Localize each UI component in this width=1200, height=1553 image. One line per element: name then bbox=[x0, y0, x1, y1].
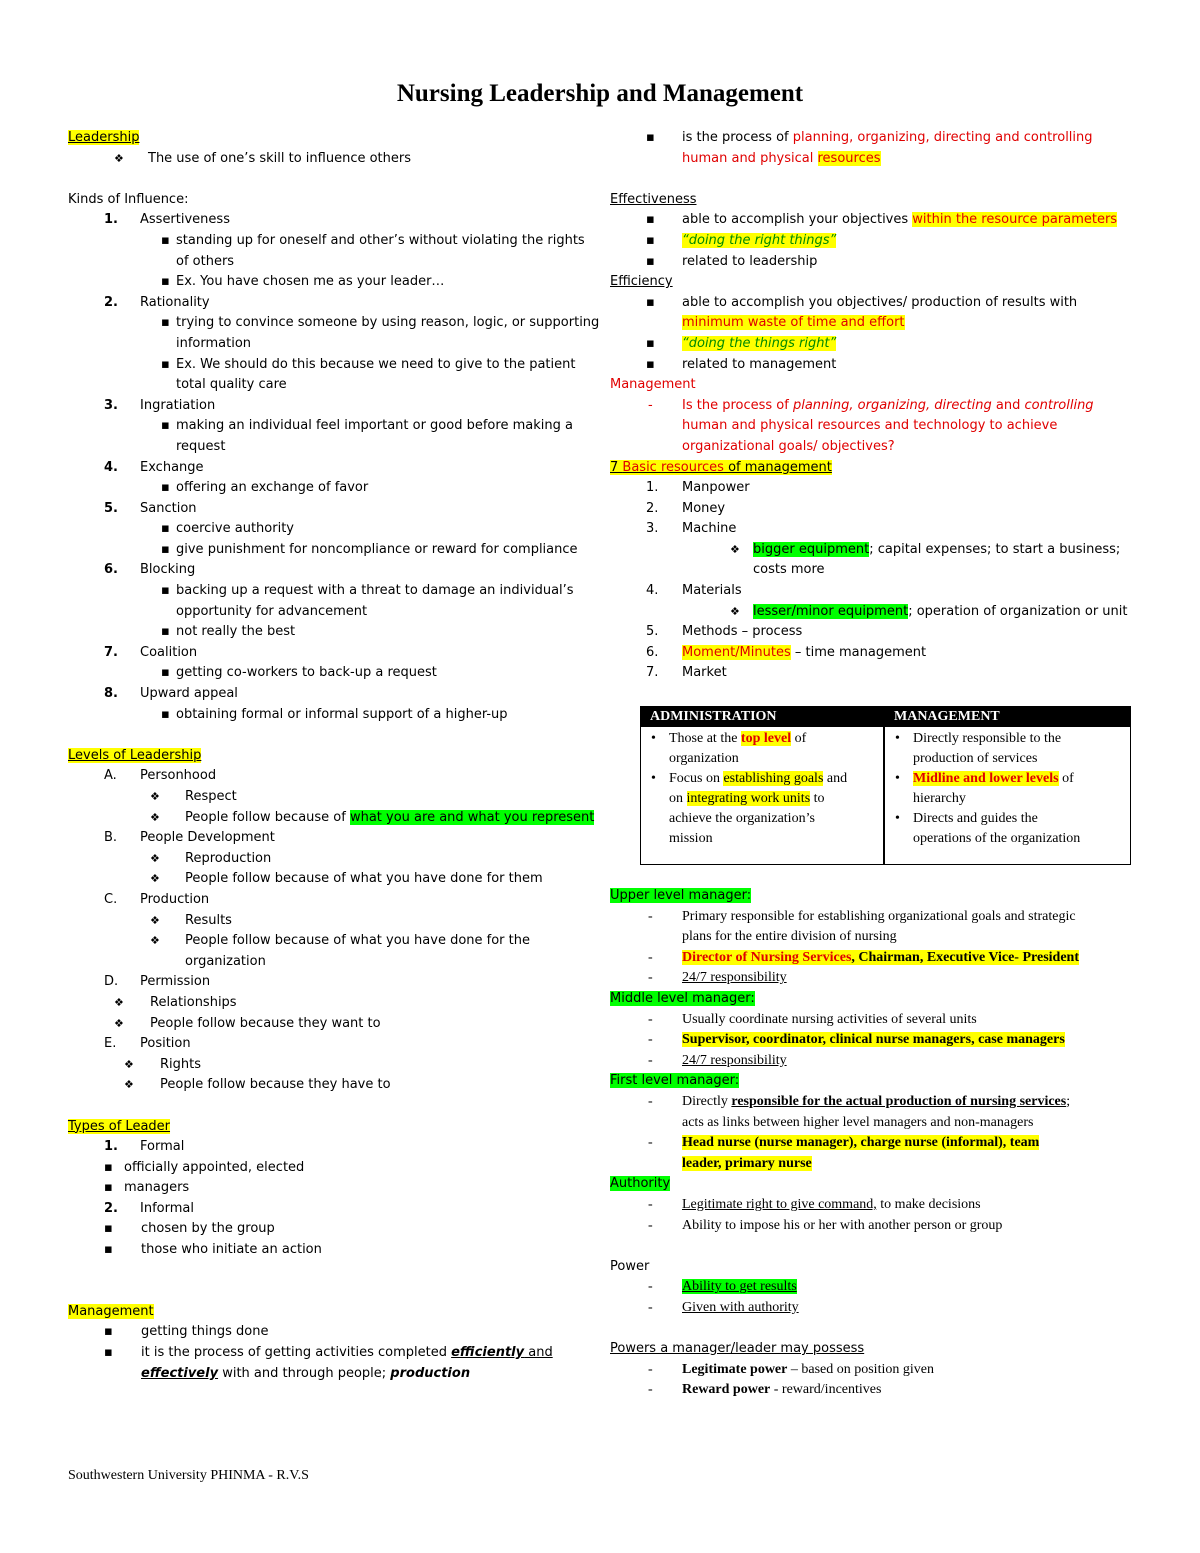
list-letter: A. bbox=[104, 768, 117, 784]
influence-kind bbox=[68, 643, 593, 664]
list-letter: B. bbox=[104, 830, 118, 846]
list-letter: C. bbox=[104, 891, 118, 907]
square-bullet-icon bbox=[646, 293, 655, 314]
level-name: Personhood bbox=[140, 768, 217, 784]
level-name: People Development bbox=[140, 830, 275, 846]
kinds-of-influence-list bbox=[68, 210, 600, 725]
emphasis-text: effectively bbox=[141, 1365, 219, 1381]
list-item: 24/7 responsibility bbox=[682, 1052, 787, 1068]
cell-text: organization bbox=[669, 751, 739, 766]
list-item-text: trying to convince someone by using reason, logic, or supporting bbox=[176, 315, 600, 331]
list-item-text: give punishment for noncompliance or reward for compliance bbox=[176, 541, 578, 557]
highlight-text: top level bbox=[740, 731, 792, 746]
level-name: Production bbox=[140, 891, 210, 907]
list-item: Directly bbox=[682, 1093, 732, 1109]
square-bullet-icon bbox=[161, 416, 170, 437]
diamond-bullet-icon bbox=[114, 993, 124, 1014]
list-number: 3. bbox=[646, 521, 659, 537]
list-item bbox=[68, 231, 593, 252]
dash-bullet: - bbox=[648, 397, 653, 413]
manager-levels-section bbox=[610, 886, 1135, 1401]
list-item bbox=[68, 375, 593, 396]
list-item-text: total quality care bbox=[176, 377, 287, 393]
list-item: plans for the entire division of nursing bbox=[682, 929, 897, 945]
square-bullet-icon bbox=[104, 1158, 113, 1179]
diamond-bullet-icon bbox=[150, 931, 160, 952]
square-bullet-icon bbox=[104, 1240, 113, 1261]
list-item: chosen by the group bbox=[141, 1221, 275, 1237]
emphasis-text: controlling bbox=[1024, 397, 1094, 413]
list-number: 7. bbox=[646, 665, 659, 681]
cell-text: Directly responsible to the bbox=[913, 731, 1062, 746]
highlight-text: resources bbox=[817, 150, 881, 166]
list-item: managers bbox=[124, 1180, 190, 1196]
diamond-bullet-icon bbox=[114, 149, 124, 170]
list-number: 2. bbox=[104, 294, 118, 310]
list-letter: E. bbox=[104, 1036, 117, 1052]
middle-level-heading: Middle level manager: bbox=[610, 990, 755, 1006]
square-bullet-icon bbox=[104, 1322, 113, 1343]
heading-part: Basic resources bbox=[622, 459, 724, 475]
list-item bbox=[68, 272, 593, 293]
highlight-text: Midline and lower levels bbox=[913, 771, 1059, 786]
diamond-bullet-icon bbox=[150, 808, 160, 829]
highlight-text: establishing goals bbox=[723, 771, 824, 786]
influence-kind bbox=[68, 396, 593, 417]
resources-heading bbox=[610, 460, 832, 475]
list-item bbox=[68, 313, 600, 334]
resource-item: Market bbox=[682, 665, 727, 681]
highlight-text: Moment/Minutes bbox=[682, 644, 791, 660]
square-bullet-icon bbox=[646, 334, 655, 355]
influence-kind bbox=[68, 458, 593, 479]
resource-item: Methods – process bbox=[682, 624, 803, 640]
list-item: Reproduction bbox=[185, 850, 272, 866]
square-bullet-icon bbox=[646, 210, 655, 231]
highlight-text: Head nurse (nurse manager), charge nurse (informal), team bbox=[682, 1135, 1040, 1151]
cell-text: achieve the organization’s bbox=[669, 811, 815, 826]
list-item-text: getting co-workers to back-up a request bbox=[176, 665, 437, 681]
list-item bbox=[68, 416, 593, 437]
square-bullet-icon bbox=[161, 540, 170, 561]
list-item-text: making an individual feel important or good before making a bbox=[176, 418, 573, 434]
list-item-text: opportunity for advancement bbox=[176, 603, 368, 619]
red-text: planning, organizing, directing and controlling bbox=[792, 130, 1093, 145]
cell-text: mission bbox=[669, 831, 713, 846]
highlight-text: , Chairman, Executive Vice- President bbox=[851, 949, 1079, 965]
list-item: is the process of bbox=[682, 130, 793, 145]
list-number: 1. bbox=[104, 1139, 118, 1155]
square-bullet-icon bbox=[161, 581, 170, 602]
list-item: officially appointed, elected bbox=[124, 1159, 305, 1175]
diamond-bullet-icon bbox=[114, 1014, 124, 1035]
emphasis-text: Reward power bbox=[682, 1382, 771, 1398]
list-item: human and physical resources and technology to achieve bbox=[682, 418, 1058, 434]
list-number: 6. bbox=[646, 644, 659, 660]
list-item-text: offering an exchange of favor bbox=[176, 480, 369, 496]
list-number: 2. bbox=[646, 500, 659, 516]
highlight-text: within the resource parameters bbox=[912, 212, 1118, 228]
leadership-definition: The use of one’s skill to influence others bbox=[148, 150, 411, 166]
cell-text: to bbox=[810, 791, 825, 806]
highlight-text: Ability to get results bbox=[682, 1279, 797, 1295]
list-item bbox=[68, 622, 593, 643]
list-number: 6. bbox=[104, 562, 118, 578]
dash-bullet bbox=[648, 907, 653, 928]
dash-bullet bbox=[648, 1051, 653, 1072]
dash-bullet bbox=[648, 1010, 653, 1031]
emphasis-text: efficiently bbox=[451, 1345, 525, 1361]
square-bullet-icon bbox=[646, 231, 655, 252]
heading-part: 7 bbox=[610, 459, 623, 475]
highlight-text: lesser/minor equipment bbox=[753, 603, 909, 619]
influence-name: Blocking bbox=[140, 562, 196, 578]
square-bullet-icon bbox=[161, 231, 170, 252]
highlight-text: integrating work units bbox=[686, 791, 811, 806]
leadership-heading: Leadership bbox=[68, 130, 140, 145]
management-cell bbox=[885, 729, 1130, 849]
list-item bbox=[68, 663, 593, 684]
list-item: Relationships bbox=[150, 994, 237, 1010]
diamond-bullet-icon bbox=[150, 849, 160, 870]
list-number: 7. bbox=[104, 644, 118, 660]
list-item: acts as links between higher level managers and non-managers bbox=[682, 1114, 1034, 1130]
influence-name: Assertiveness bbox=[140, 212, 230, 228]
list-item: it is the process of getting activities completed bbox=[141, 1345, 452, 1361]
list-item bbox=[68, 602, 593, 623]
list-item bbox=[68, 478, 593, 499]
list-item: - reward/incentives bbox=[770, 1382, 882, 1398]
list-item: able to accomplish your objectives bbox=[682, 212, 913, 228]
square-bullet-icon bbox=[646, 128, 655, 149]
left-column bbox=[68, 128, 600, 1384]
diamond-bullet-icon bbox=[730, 540, 740, 561]
list-number: 4. bbox=[104, 459, 118, 475]
list-number: 4. bbox=[646, 583, 659, 599]
resource-item: – time management bbox=[790, 644, 927, 660]
list-item: Is the process of bbox=[682, 397, 793, 413]
emphasis-text: Legitimate power bbox=[682, 1361, 788, 1377]
cell-text: hierarchy bbox=[913, 791, 966, 806]
list-item bbox=[68, 705, 593, 726]
list-item: People follow because they want to bbox=[150, 1015, 381, 1031]
upper-level-heading: Upper level manager: bbox=[610, 888, 752, 903]
dash-bullet bbox=[648, 1360, 653, 1381]
levels-heading: Levels of Leadership bbox=[68, 747, 202, 763]
list-item: People follow because they have to bbox=[160, 1077, 391, 1093]
list-item: and bbox=[524, 1345, 553, 1361]
cell-text: Focus on bbox=[669, 771, 724, 786]
management-heading: Management bbox=[610, 377, 696, 393]
list-item bbox=[68, 355, 593, 376]
cell-text: on bbox=[669, 791, 687, 806]
heading-part: of management bbox=[723, 459, 832, 475]
list-item: getting things done bbox=[141, 1324, 269, 1340]
highlight-text: minimum waste of time and effort bbox=[682, 315, 905, 331]
list-item bbox=[68, 581, 593, 602]
influence-name: Exchange bbox=[140, 459, 204, 475]
bullet-icon: • bbox=[895, 731, 900, 746]
efficiency-heading: Efficiency bbox=[610, 274, 673, 290]
highlight-text: Director of Nursing Services bbox=[682, 949, 852, 965]
list-item-text: backing up a request with a threat to damage an individual’s bbox=[176, 583, 574, 599]
list-item: those who initiate an action bbox=[141, 1242, 322, 1258]
effectiveness-heading: Effectiveness bbox=[610, 191, 697, 207]
bullet-icon: • bbox=[651, 731, 656, 746]
list-item: costs more bbox=[753, 562, 825, 578]
leader-type: Informal bbox=[140, 1200, 194, 1216]
highlight-text: “doing the right things” bbox=[682, 232, 837, 248]
power-heading: Power bbox=[610, 1258, 650, 1274]
list-item-text: Ex. You have chosen me as your leader… bbox=[176, 274, 445, 290]
emphasis-text: planning, organizing, directing bbox=[792, 397, 992, 413]
list-item-text: obtaining formal or informal support of a higher-up bbox=[176, 706, 508, 722]
level-name: Position bbox=[140, 1036, 191, 1052]
cell-text: Those at the bbox=[669, 731, 741, 746]
list-item-text: coercive authority bbox=[176, 521, 294, 537]
list-item-text: not really the best bbox=[176, 624, 296, 640]
list-item-text: request bbox=[176, 438, 226, 454]
diamond-bullet-icon bbox=[124, 1055, 134, 1076]
influence-kind bbox=[68, 684, 593, 705]
list-item bbox=[68, 334, 593, 355]
right-column bbox=[610, 128, 1135, 684]
list-item-text: Ex. We should do this because we need to give to the patient bbox=[176, 356, 576, 372]
square-bullet-icon bbox=[104, 1343, 113, 1364]
list-item: People follow because of what you have done for the bbox=[185, 933, 530, 949]
resource-item: Manpower bbox=[682, 480, 750, 496]
list-item: Given with authority bbox=[682, 1299, 799, 1315]
influence-kind bbox=[68, 210, 593, 231]
cell-text: production of services bbox=[913, 751, 1038, 766]
square-bullet-icon bbox=[161, 272, 170, 293]
resource-item: Money bbox=[682, 500, 726, 516]
bullet-icon: • bbox=[895, 811, 900, 826]
highlight-text: “doing the things right” bbox=[682, 335, 837, 351]
list-item: organization bbox=[185, 953, 266, 969]
list-item bbox=[68, 519, 593, 540]
influence-name: Rationality bbox=[140, 294, 210, 310]
influence-kind bbox=[68, 560, 593, 581]
level-name: Permission bbox=[140, 974, 211, 990]
table-header-management: MANAGEMENT bbox=[885, 707, 1130, 727]
dash-bullet bbox=[648, 1277, 653, 1298]
list-number: 5. bbox=[646, 624, 659, 640]
authority-heading: Authority bbox=[610, 1176, 671, 1192]
emphasis-text: production bbox=[390, 1365, 471, 1381]
cell-text: and bbox=[823, 771, 848, 786]
list-number: 1. bbox=[104, 212, 118, 228]
dash-bullet bbox=[648, 968, 653, 989]
bullet-icon: • bbox=[895, 771, 900, 786]
list-number: 8. bbox=[104, 686, 118, 702]
list-item: organizational goals/ objectives? bbox=[682, 438, 895, 454]
list-item: related to management bbox=[682, 356, 837, 372]
influence-name: Sanction bbox=[140, 500, 197, 516]
list-item: Ability to impose his or her with another person or group bbox=[682, 1217, 1003, 1233]
footer: Southwestern University PHINMA - R.V.S bbox=[68, 1468, 309, 1483]
management-heading: Management bbox=[68, 1303, 154, 1319]
cell-text: of bbox=[791, 731, 807, 746]
leader-type: Formal bbox=[140, 1139, 185, 1155]
types-heading: Types of Leader bbox=[68, 1118, 171, 1134]
list-item: Results bbox=[185, 912, 232, 928]
administration-cell bbox=[641, 729, 881, 849]
list-item: Rights bbox=[160, 1056, 202, 1072]
square-bullet-icon bbox=[161, 622, 170, 643]
list-number: 3. bbox=[104, 397, 118, 413]
list-item: Respect bbox=[185, 789, 237, 804]
highlight-text: Supervisor, coordinator, clinical nurse managers, case managers bbox=[682, 1032, 1065, 1048]
influence-name: Coalition bbox=[140, 644, 198, 660]
diamond-bullet-icon bbox=[150, 911, 160, 932]
list-item: – based on position given bbox=[787, 1361, 934, 1377]
list-number: 2. bbox=[104, 1200, 118, 1216]
list-item-text: standing up for oneself and other’s without violating the rights bbox=[176, 232, 585, 248]
bullet-icon: • bbox=[651, 771, 656, 786]
dash-bullet bbox=[648, 1030, 653, 1051]
list-item: to make decisions bbox=[876, 1196, 981, 1212]
dash-bullet bbox=[648, 948, 653, 969]
square-bullet-icon bbox=[104, 1178, 113, 1199]
list-letter: D. bbox=[104, 974, 119, 990]
highlight-text: what you are and what you represent bbox=[349, 809, 595, 825]
diamond-bullet-icon bbox=[150, 869, 160, 890]
influence-name: Ingratiation bbox=[140, 397, 216, 413]
highlight-text: bigger equipment bbox=[753, 541, 870, 557]
influence-name: Upward appeal bbox=[140, 686, 238, 702]
powers-heading: Powers a manager/leader may possess bbox=[610, 1341, 865, 1357]
list-item: with and through people; bbox=[218, 1365, 391, 1381]
resource-item: Machine bbox=[682, 521, 737, 537]
cell-text: operations of the organization bbox=[913, 831, 1081, 846]
square-bullet-icon bbox=[161, 478, 170, 499]
diamond-bullet-icon bbox=[124, 1075, 134, 1096]
emphasis-text: responsible for the actual production of nursing services bbox=[731, 1093, 1067, 1109]
resource-item: Materials bbox=[682, 583, 742, 599]
kinds-heading: Kinds of Influence: bbox=[68, 191, 189, 207]
diamond-bullet-icon bbox=[150, 787, 160, 808]
influence-kind bbox=[68, 499, 593, 520]
list-item bbox=[68, 540, 593, 561]
list-number: 5. bbox=[104, 500, 118, 516]
list-item: able to accomplish you objectives/ production of results with bbox=[682, 294, 1078, 310]
page-title: Nursing Leadership and Management bbox=[396, 80, 804, 107]
highlight-text: leader, primary nurse bbox=[682, 1155, 812, 1171]
list-item: Primary responsible for establishing organizational goals and strategic bbox=[682, 908, 1076, 924]
red-text: human and physical bbox=[682, 150, 818, 166]
cell-text: Directs and guides the bbox=[913, 811, 1038, 826]
admin-vs-management-table bbox=[640, 706, 1131, 865]
dash-bullet bbox=[648, 1195, 653, 1216]
list-item: 24/7 responsibility bbox=[682, 970, 787, 986]
list-item: Usually coordinate nursing activities of several units bbox=[682, 1011, 977, 1027]
list-item: People follow because of what you have done for them bbox=[185, 871, 543, 887]
dash-bullet bbox=[648, 1380, 653, 1401]
list-item: People follow because of bbox=[185, 809, 350, 825]
list-item: ; bbox=[1066, 1093, 1071, 1109]
influence-kind bbox=[68, 293, 593, 314]
diamond-bullet-icon bbox=[730, 602, 740, 623]
dash-bullet bbox=[648, 1216, 653, 1237]
cell-text: of bbox=[1058, 771, 1074, 786]
square-bullet-icon bbox=[161, 663, 170, 684]
list-item bbox=[68, 437, 593, 458]
list-item: ; capital expenses; to start a business; bbox=[869, 541, 1121, 557]
square-bullet-icon bbox=[161, 705, 170, 726]
square-bullet-icon bbox=[646, 355, 655, 376]
list-item bbox=[68, 252, 593, 273]
square-bullet-icon bbox=[104, 1219, 113, 1240]
list-item-text: of others bbox=[176, 253, 235, 269]
table-header-administration: ADMINISTRATION bbox=[641, 707, 884, 727]
square-bullet-icon bbox=[646, 252, 655, 273]
list-item: and bbox=[991, 397, 1025, 413]
list-number: 1. bbox=[646, 480, 659, 496]
list-item: related to leadership bbox=[682, 253, 818, 269]
square-bullet-icon bbox=[161, 519, 170, 540]
square-bullet-icon bbox=[161, 355, 170, 376]
square-bullet-icon bbox=[161, 313, 170, 334]
first-level-heading: First level manager: bbox=[610, 1073, 740, 1089]
dash-bullet bbox=[648, 1133, 653, 1154]
dash-bullet bbox=[648, 1092, 653, 1113]
list-item: Legitimate right to give command, bbox=[682, 1196, 877, 1212]
dash-bullet bbox=[648, 1298, 653, 1319]
list-item: ; operation of organization or unit bbox=[908, 603, 1128, 619]
list-item-text: information bbox=[176, 335, 252, 351]
